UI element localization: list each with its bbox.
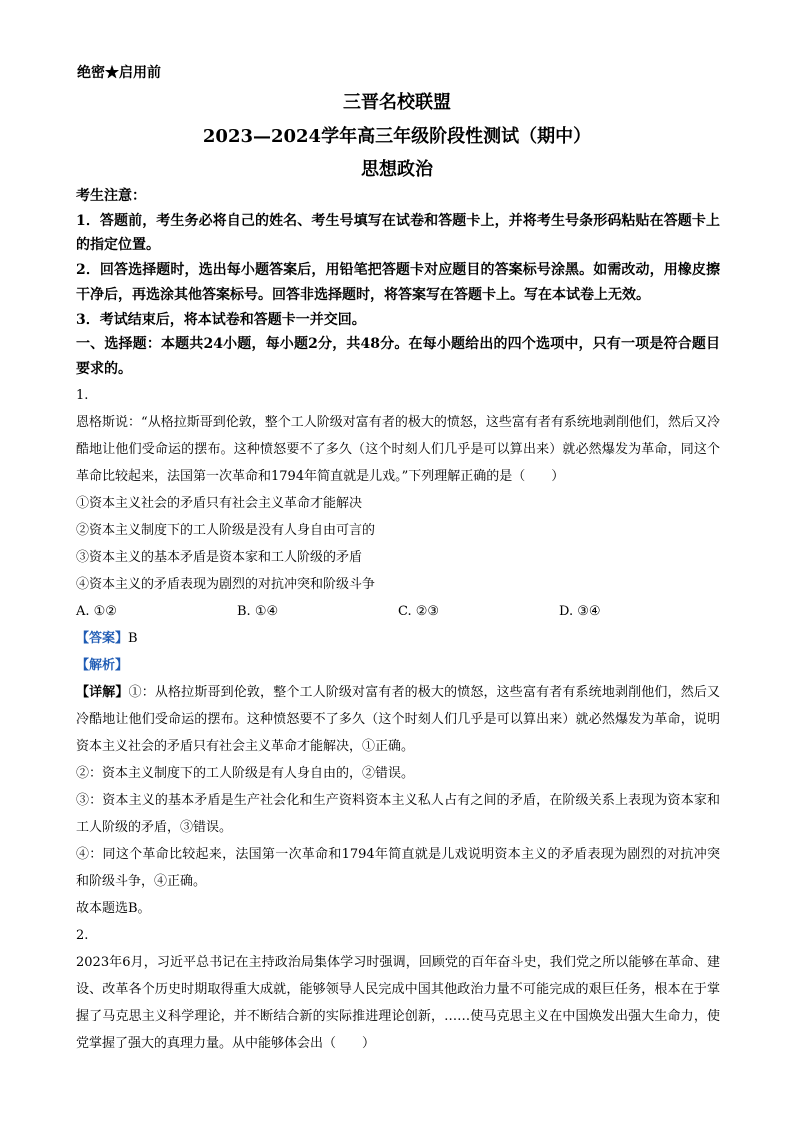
statement: ②资本主义制度下的工人阶级是没有人身自由可言的 xyxy=(76,522,376,538)
option-c: C. ②③ xyxy=(398,603,440,619)
content xyxy=(76,184,720,1057)
conclusion: 故本题选B。 xyxy=(76,900,151,916)
question-2 xyxy=(76,922,720,1057)
detail-label: 【详解】 xyxy=(76,684,129,700)
notice-heading: 考生注意： xyxy=(76,188,146,204)
alliance-title: 三晋名校联盟 xyxy=(343,92,451,113)
subject-title: 思想政治 xyxy=(361,159,433,180)
notice-item: 3．考试结束后，将本试卷和答题卡一并交回。 xyxy=(76,311,366,328)
statement: ③资本主义的基本矛盾是资本家和工人阶级的矛盾 xyxy=(76,549,363,565)
notice-item: 2．回答选择题时，选出每小题答案后，用铅笔把答题卡对应题目的答案标号涂黑。如需改动，用橡皮擦干净后，再选涂其他答案标号。回答非选择题时，将答案写在答题卡上。写在本试卷上无效。 xyxy=(76,262,720,303)
question-stem: 2023年6月，习近平总书记在主持政治局集体学习时强调，回顾党的百年奋斗史，我们党之所以能够在革命、建设、改革各个历史时期取得重大成就，能够领导人民完成中国其他政治力量不可能完成的艰巨任务，根本在于掌握了马克思主义科学理论，并不断结合新的实际推进理论创新，……使马克思主义在中国焕发出强大生命力，使党掌握了强大的真理力量。从中能够体会出（ ） xyxy=(76,954,720,1051)
detail-line xyxy=(76,679,720,760)
notice-block xyxy=(76,184,720,382)
question-1 xyxy=(76,382,720,922)
question-number: 2. xyxy=(76,927,89,943)
analysis-line xyxy=(76,652,720,679)
option-b: B. ①④ xyxy=(237,603,279,619)
answer-value: B xyxy=(128,630,138,646)
question-number: 1. xyxy=(76,387,89,403)
analysis-label: 【解析】 xyxy=(76,657,129,673)
option-d: D. ③④ xyxy=(559,603,601,619)
detail-line: ④：同这个革命比较起来，法国第一次革命和1794年简直就是儿戏说明资本主义的矛盾表现为剧烈的对抗冲突和阶级斗争，④正确。 xyxy=(76,846,720,889)
statement: ④资本主义的矛盾表现为剧烈的对抗冲突和阶级斗争 xyxy=(76,576,376,592)
answer-label: 【答案】 xyxy=(76,630,129,646)
option-a: A. ①② xyxy=(76,603,117,619)
detail-text: ①：从格拉斯哥到伦敦，整个工人阶级对富有者的极大的愤怒，这些富有者有系统地剥削他们，然后又冷酷地让他们受命运的摆布。这种愤怒要不了多久（这个时刻人们几乎是可以算出来）就必然爆发为革命，说明资本主义社会的矛盾只有社会主义革命才能解决，①正确。 xyxy=(76,684,720,754)
statement: ①资本主义社会的矛盾只有社会主义革命才能解决 xyxy=(76,495,363,511)
section-title: 一、选择题：本题共24小题，每小题2分，共48分。在每小题给出的四个选项中，只有一项是符合题目要求的。 xyxy=(76,336,720,377)
secret-label: 绝密★启用前 xyxy=(77,65,161,81)
answer-line xyxy=(76,625,720,652)
notice-item: 1．答题前，考生务必将自己的姓名、考生号填写在试卷和答题卡上，并将考生号条形码粘贴在答题卡上的指定位置。 xyxy=(76,212,720,254)
detail-line: ②：资本主义制度下的工人阶级是有人身自由的，②错误。 xyxy=(76,765,415,781)
question-stem: 恩格斯说：“从格拉斯哥到伦敦，整个工人阶级对富有者的极大的愤怒，这些富有者有系统地剥削他们，然后又冷酷地让他们受命运的摆布。这种愤怒要不了多久（这个时刻人们几乎是可以算出来）就必然爆发为革命，同这个革命比较起来，法国第一次革命和1794年简直就是儿戏。”下列理解正确的是（ ） xyxy=(76,414,720,484)
detail-line: ③：资本主义的基本矛盾是生产社会化和生产资料资本主义私人占有之间的矛盾，在阶级关系上表现为资本家和工人阶级的矛盾，③错误。 xyxy=(76,792,720,835)
options-row xyxy=(76,598,720,625)
exam-title: 2023—2024学年高三年级阶段性测试（期中） xyxy=(202,126,592,147)
